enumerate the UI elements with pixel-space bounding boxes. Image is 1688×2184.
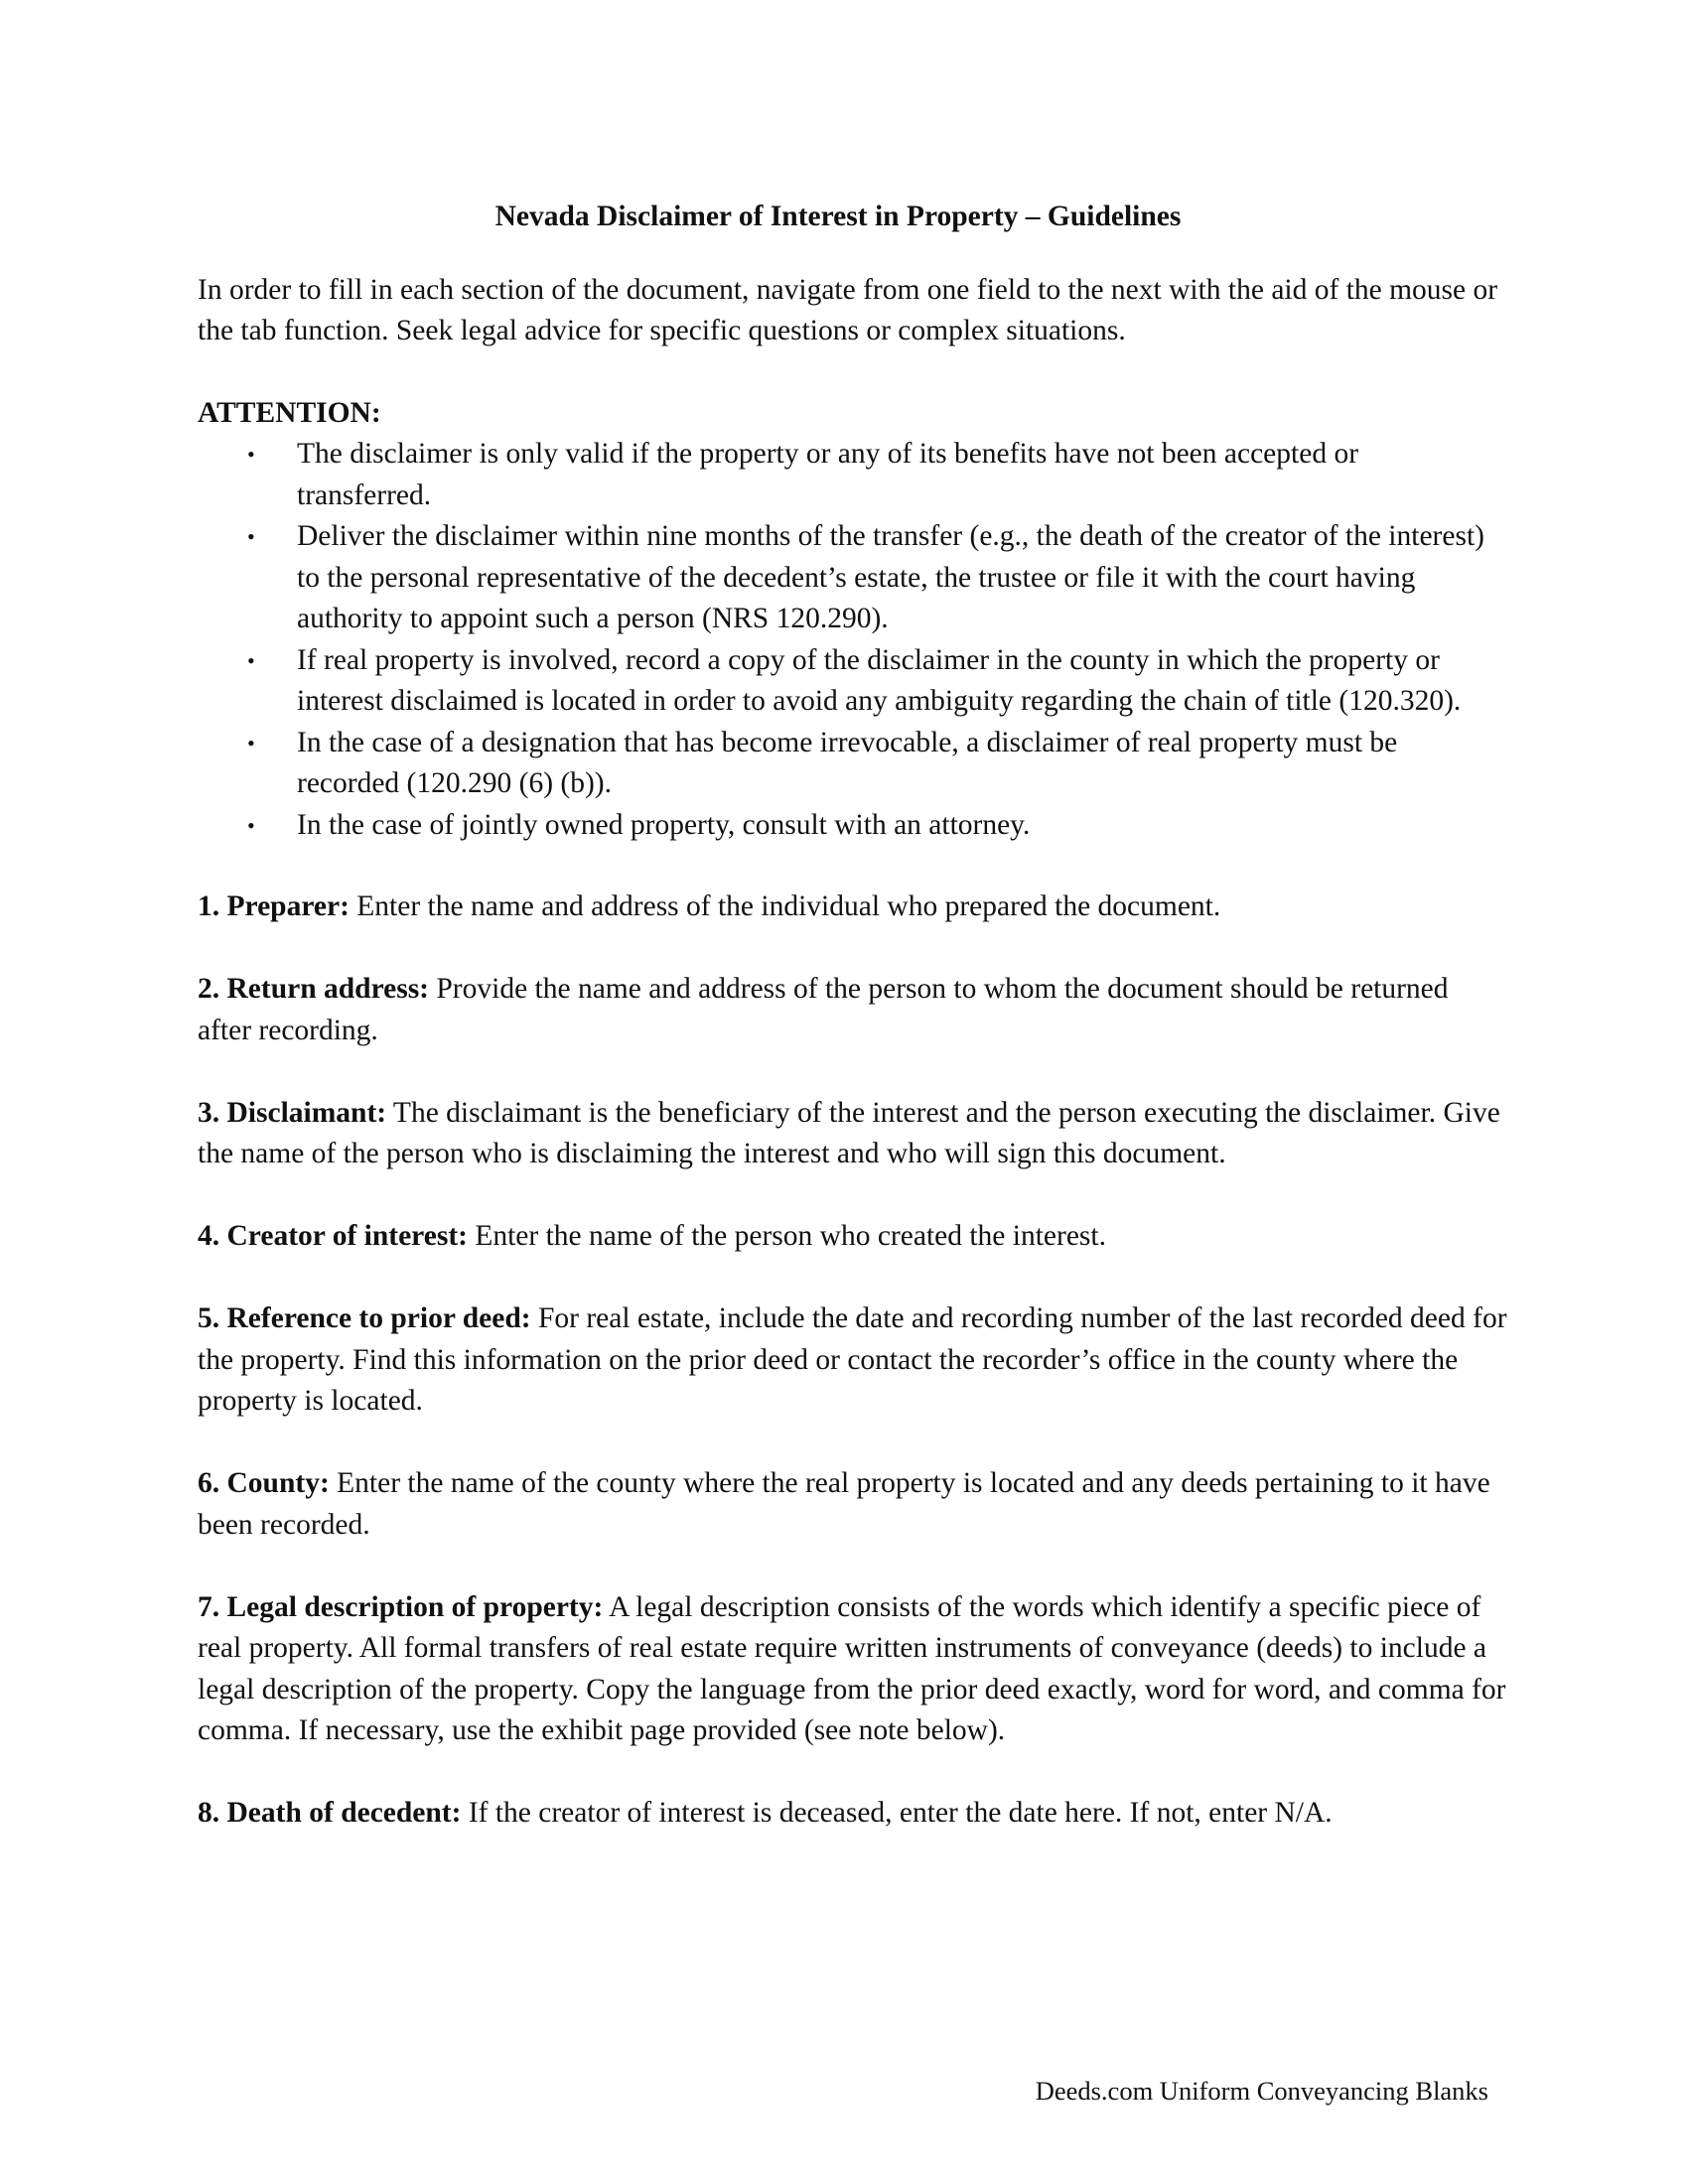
section-text: For real estate, include the date and recording number of the last recorded deed for the property. Find this information on the prior deed or contact the recorder’s office in the county where the property is located. [198, 1302, 1507, 1417]
section-return-address [198, 969, 1508, 1051]
attention-item [198, 434, 1508, 516]
attention-item-text: Deliver the disclaimer within nine months of the transfer (e.g., the death of the creator of the interest) to the personal representative of the decedent’s estate, the trustee or file it with the court having authority to appoint such a person (NRS 120.290). [297, 520, 1484, 634]
section-label: 6. County: [198, 1467, 330, 1499]
page-footer: Deeds.com Uniform Conveyancing Blanks [1035, 2076, 1488, 2106]
bullet-icon: • [247, 524, 255, 549]
section-text: A legal description consists of the words which identify a specific piece of real property. All formal transfers of real estate require written instruments of conveyance (deeds) to include a legal description of the property. Copy the language from the prior deed exactly, word for word, and comma for comma. If necessary, use the exhibit page provided (see note below). [198, 1590, 1506, 1746]
section-text: Enter the name and address of the individual who prepared the document. [349, 890, 1221, 922]
section-legal-description [198, 1587, 1508, 1752]
attention-item [198, 516, 1508, 640]
attention-item [198, 805, 1508, 847]
attention-item [198, 640, 1508, 723]
section-text: Provide the name and address of the person to whom the document should be returned after recording. [198, 973, 1449, 1046]
document-body [198, 197, 1508, 1875]
attention-item [198, 723, 1508, 805]
section-text: The disclaimant is the beneficiary of the interest and the person executing the disclaimer. Give the name of the person who is disclaiming the interest and who will sign this document. [198, 1096, 1500, 1169]
section-label: 2. Return address: [198, 973, 430, 1005]
section-label: 4. Creator of interest: [198, 1220, 468, 1252]
section-label: 7. Legal description of property: [198, 1590, 604, 1623]
section-label: 3. Disclaimant: [198, 1096, 387, 1129]
bullet-icon: • [247, 442, 255, 467]
section-text: Enter the name of the county where the real property is located and any deeds pertaining to it have been recorded. [198, 1467, 1490, 1541]
bullet-icon: • [247, 647, 255, 673]
attention-item-text: In the case of a designation that has become irrevocable, a disclaimer of real property must be recorded (120.290 (6) (b)). [297, 726, 1398, 799]
section-label: 8. Death of decedent: [198, 1797, 462, 1829]
attention-item-text: In the case of jointly owned property, consult with an attorney. [297, 808, 1031, 841]
section-label: 1. Preparer: [198, 890, 350, 922]
attention-item-text: The disclaimer is only valid if the property or any of its benefits have not been accepted or transferred. [297, 438, 1359, 511]
section-creator-of-interest [198, 1216, 1508, 1258]
section-label: 5. Reference to prior deed: [198, 1302, 531, 1334]
attention-heading: ATTENTION: [198, 396, 381, 429]
section-text: If the creator of interest is deceased, enter the date here. If not, enter N/A. [461, 1797, 1333, 1829]
attention-list [198, 434, 1508, 846]
section-county [198, 1463, 1508, 1546]
document-title: Nevada Disclaimer of Interest in Property – Guidelines [494, 201, 1182, 232]
bullet-icon: • [247, 812, 255, 838]
section-prior-deed [198, 1298, 1508, 1423]
section-disclaimant [198, 1093, 1508, 1175]
bullet-icon: • [247, 730, 255, 755]
intro-paragraph: In order to fill in each section of the document, navigate from one field to the next with the aid of the mouse or the tab function. Seek legal advice for specific questions or complex situations. [198, 273, 1498, 346]
section-preparer [198, 887, 1508, 928]
attention-item-text: If real property is involved, record a copy of the disclaimer in the county in which the property or interest disclaimed is located in order to avoid any ambiguity regarding the chain of title (120.320). [297, 643, 1462, 717]
section-death-of-decedent [198, 1793, 1508, 1835]
section-text: Enter the name of the person who created the interest. [467, 1220, 1106, 1252]
